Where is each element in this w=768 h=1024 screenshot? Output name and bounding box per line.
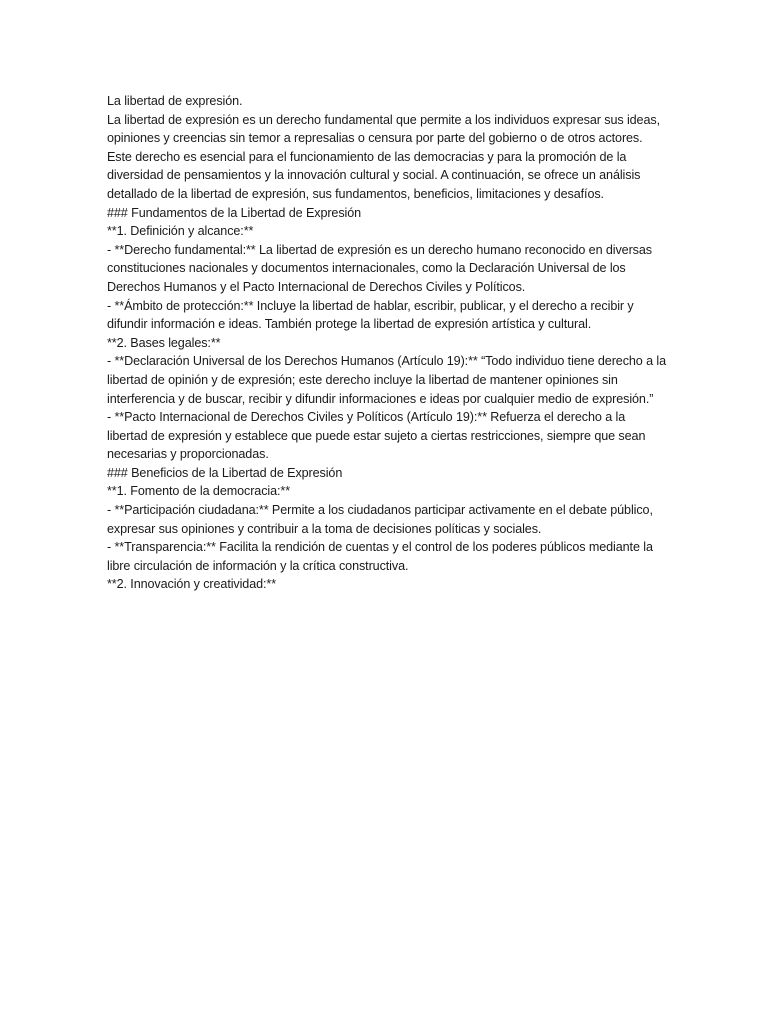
bullet-pacto-internacional: - **Pacto Internacional de Derechos Civiles y Políticos (Artículo 19):** Refuerza el derecho a la libertad de expresión y establece que puede estar sujeto a ciertas restricciones, siempre que sean necesarias y proporcionadas.: [107, 410, 646, 462]
document-title: La libertad de expresión.: [107, 94, 243, 108]
subheading-bases-legales: **2. Bases legales:**: [107, 335, 221, 350]
section-heading-fundamentos: ### Fundamentos de la Libertad de Expresión: [107, 205, 362, 220]
subheading-fomento-democracia: **1. Fomento de la democracia:**: [107, 484, 291, 499]
section-heading-beneficios: ### Beneficios de la Libertad de Expresión: [107, 465, 343, 480]
bullet-participacion-ciudadana: - **Participación ciudadana:** Permite a los ciudadanos participar activamente en el debate público, expresar sus opiniones y contribuir a la toma de decisiones políticas y sociales.: [107, 503, 653, 536]
bullet-ambito-proteccion: - **Ámbito de protección:** Incluye la libertad de hablar, escribir, publicar, y el derecho a recibir y difundir información e ideas. También protege la libertad de expresión artística y cultural.: [107, 298, 634, 332]
intro-paragraph: La libertad de expresión es un derecho fundamental que permite a los individuos expresar sus ideas, opiniones y creencias sin temor a represalias o censura por parte del gobierno o de otros actores. Este derecho es esencial para el funcionamiento de las democracias y para la promoción de la diversidad de pensamientos y la innovación cultural y social. A continuación, se ofrece un análisis detallado de la libertad de expresión, sus fundamentos, beneficios, limitaciones y desafíos.: [107, 112, 660, 201]
bullet-transparencia: - **Transparencia:** Facilita la rendición de cuentas y el control de los poderes públicos mediante la libre circulación de información y la crítica constructiva.: [107, 540, 653, 573]
subheading-definicion: **1. Definición y alcance:**: [107, 224, 254, 239]
bullet-declaracion-universal: - **Declaración Universal de los Derechos Humanos (Artículo 19):** “Todo individuo tiene derecho a la libertad de opinión y de expresión; este derecho incluye la libertad de mantener opiniones sin interferencia y de buscar, recibir y difundir informaciones e ideas por cualquier medio de expresión.”: [107, 354, 667, 406]
subheading-innovacion-creatividad: **2. Innovación y creatividad:**: [107, 577, 277, 592]
bullet-derecho-fundamental: - **Derecho fundamental:** La libertad de expresión es un derecho humano reconocido en diversas constituciones nacionales y documentos internacionales, como la Declaración Universal de los Derechos Humanos y el Pacto Internacional de Derechos Civiles y Políticos.: [107, 242, 652, 294]
